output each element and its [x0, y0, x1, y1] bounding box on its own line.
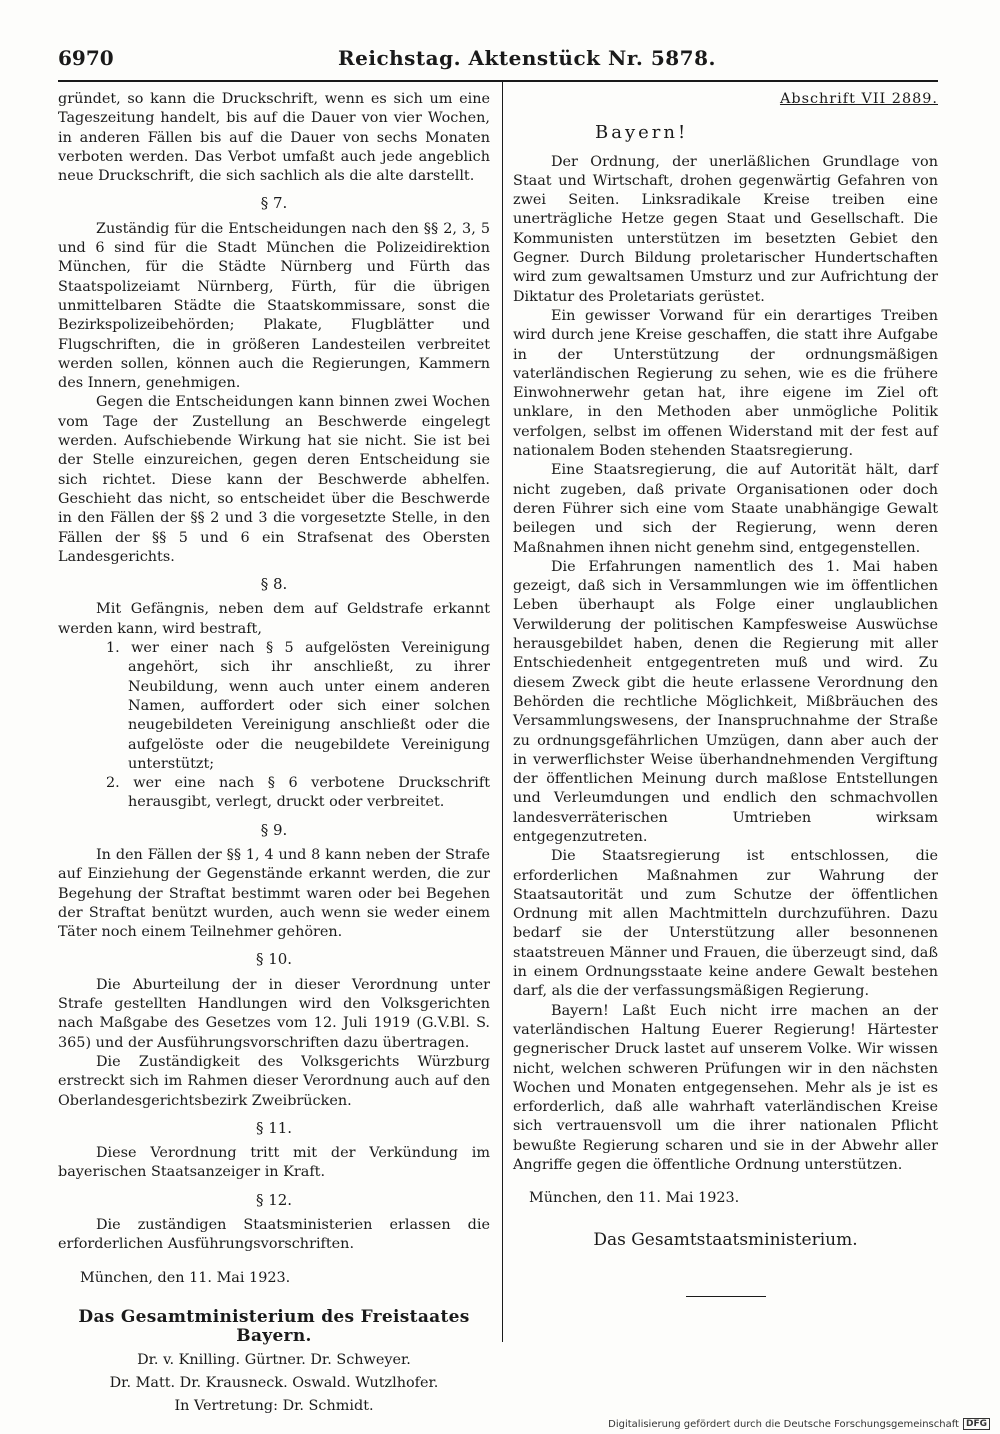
- section-heading-10: § 10.: [255, 950, 293, 969]
- right-column: [513, 90, 938, 1297]
- paragraph: Mit Gefängnis, neben dem auf Geldstrafe erkannt werden kann, wird bestraft,: [58, 601, 490, 637]
- page-header: [58, 46, 938, 76]
- page-number: 6970: [58, 46, 114, 70]
- paragraph: Gegen die Entscheidungen kann binnen zwei Wochen vom Tage der Zustellung an Beschwerde eingelegt werden. Aufschiebende Wirkung hat sie nicht. Sie ist bei der Stelle einzureichen, gegen deren Entscheidung sie sich richtet. Diese kann der Beschwerde abhelfen. Geschieht das nicht, so entscheidet über die Beschwerde in den Fällen der §§ 2 und 3 die vorgesetzte Stelle, in den Fällen der §§ 5 und 6 ein Strafsenat des Obersten Landesgerichts.: [58, 394, 490, 565]
- ministry-signature: Das Gesamtstaatsministerium.: [593, 1229, 858, 1250]
- section-heading-8: § 8.: [260, 575, 288, 594]
- digitization-footer: [608, 1418, 990, 1430]
- signing-date: München, den 11. Mai 1923.: [529, 1190, 740, 1207]
- list-item: 2. wer eine nach § 6 verbotene Druckschrift herausgibt, verlegt, druckt oder verbreitet.: [106, 775, 490, 811]
- section-heading-12: § 12.: [255, 1190, 293, 1209]
- proclamation-heading: Bayern!: [595, 122, 689, 144]
- signing-date: München, den 11. Mai 1923.: [80, 1269, 291, 1286]
- paragraph: In den Fällen der §§ 1, 4 und 8 kann neben der Strafe auf Einziehung der Gegenstände erkannt werden, die zur Begehung der Straftat bestimmt waren oder bei Begehen der Straftat benützt wurden, auch wenn sie weder einem Täter noch einem Teilnehmer gehören.: [58, 846, 490, 941]
- paragraph: Diese Verordnung tritt mit der Verkündung im bayerischen Staatsanzeiger in Kraft.: [58, 1145, 490, 1181]
- intro-paragraph: gründet, so kann die Druckschrift, wenn es sich um eine Tageszeitung handelt, bis auf die Dauer von vier Wochen, in anderen Fällen bis auf die Dauer von sechs Monaten verboten werden. Das Verbot umfaßt auch jede angeblich neue Druckschrift, die sich sachlich als die alte darstellt.: [58, 91, 490, 185]
- copy-reference: Abschrift VII 2889.: [779, 91, 938, 107]
- footer-text: Digitalisierung gefördert durch die Deutsche Forschungsgemeinschaft: [608, 1418, 959, 1430]
- signatories-line: Dr. v. Knilling. Gürtner. Dr. Schweyer.: [137, 1351, 411, 1368]
- paragraph: Die Staatsregierung ist entschlossen, die erforderlichen Maßnahmen zur Wahrung der Staatsautorität und zum Schutze der öffentlichen Ordnung mit allen Machtmitteln durchzuführen. Dazu bedarf sie der Unterstützung aller besonnenen staatstreuen Männer und Frauen, die überzeugt sind, daß in einem Ordnungsstaate keine andere Gewalt bestehen darf, als die der verfassungsmäßigen Regierung.: [513, 848, 938, 1000]
- closing-rule: [686, 1296, 766, 1297]
- paragraph: Ein gewisser Vorwand für ein derartiges Treiben wird durch jene Kreise geschaffen, die statt ihre Aufgabe in der Unterstützung der ordnungsmäßigen vaterländischen Regierung zu sehen, wie es die frühere Einwohnerwehr getan hat, ihre eigene im Ziel oft unklare, in den Methoden aber unmögliche Politik verfolgen, selbst im offenen Widerstand mit der fest auf nationalem Boden stehenden Staatsregierung.: [513, 307, 938, 460]
- section-heading-7: § 7.: [260, 194, 288, 213]
- paragraph: Die zuständigen Staatsministerien erlassen die erforderlichen Ausführungsvorschriften.: [58, 1217, 490, 1253]
- paragraph: Zuständig für die Entscheidungen nach den §§ 2, 3, 5 und 6 sind für die Stadt München die Polizeidirektion München, für die Städte Nürnberg und Fürth das Staatspolizeiamt Nürnberg, Fürth, für die übrigen unmittelbaren Städte die Staatskommissare, sonst die Bezirkspolizeibehörden; Plakate, Flugblätter und Flugschriften, die in größeren Landesteilen verbreitet werden sollen, können auch die Regierungen, Kammern des Innern, genehmigen.: [58, 220, 490, 392]
- signatories-line: In Vertretung: Dr. Schmidt.: [174, 1398, 374, 1415]
- paragraph: Die Zuständigkeit des Volksgerichts Würzburg erstreckt sich im Rahmen dieser Verordnung auch auf den Oberlandesgerichtsbezirk Zweibrücken.: [58, 1053, 490, 1109]
- column-divider: [502, 82, 503, 1342]
- paragraph: Eine Staatsregierung, die auf Autorität hält, darf nicht zugeben, daß private Organisationen oder doch deren Führer sich eine vom Staate unabhängige Gewalt beilegen und sich der Regierung, wenn deren Maßnahmen ihnen nicht genehm sind, entgegenstellen.: [513, 462, 938, 556]
- paragraph: Bayern! Laßt Euch nicht irre machen an der vaterländischen Haltung Euerer Regierung! Härtester gegnerischer Druck lastet auf unserem Volke. Wir wissen nicht, welchen schweren Prüfungen wir in den nächsten Wochen und Monaten entgegensehen. Mehr als je ist es erforderlich, daß alle wahrhaft vaterländischen Kreise sich vertrauensvoll um die ihrer nationalen Pflicht bewußte Regierung scharen und sie in der Abwehr aller Angriffe gegen die öffentliche Ordnung unterstützen.: [513, 1002, 938, 1174]
- dfg-logo: DFG: [963, 1418, 990, 1430]
- list-item: 1. wer einer nach § 5 aufgelösten Vereinigung angehört, sich ihr anschließt, zu ihrer Neubildung, wenn auch unter einem anderen Namen, auffordert oder sich einer solchen neugebildeten Vereinigung anschließt oder die aufgelöste oder die neugebildete Vereinigung unterstützt;: [106, 640, 490, 772]
- paragraph: Die Erfahrungen namentlich des 1. Mai haben gezeigt, daß sich in Versammlungen wie im öffentlichen Leben überhaupt als Folge einer unglaublichen Verwilderung der politischen Kampfesweise Auswüchse herausgebildet haben, denen die Regierung mit aller Entschiedenheit entgegentreten muß und wird. Zu diesem Zweck gibt die heute erlassene Verordnung den Behörden die rechtliche Möglichkeit, Mißbräuchen des Versammlungswesens, der Inanspruchnahme der Straße zu ordnungsgefährlichen Umzügen, dann aber auch der in verwerflichster Weise überhandnehmenden Vergiftung der öffentlichen Meinung durch maßlose Entstellungen und Verleumdungen und endlich den schmachvollen landesverräterischen Umtrieben wirksam entgegenzutreten.: [513, 558, 938, 845]
- paragraph: Der Ordnung, der unerläßlichen Grundlage von Staat und Wirtschaft, drohen gegenwärtig Gefahren von zwei Seiten. Linksradikale Kreise treiben eine unerträgliche Hetze gegen Staat und Gesellschaft. Die Kommunisten unterstützen im besetzten Gebiet den Gegner. Durch Bildung proletarischer Hundertschaften wird zum gewaltsamen Umsturz und zur Aufrichtung der Diktatur des Proletariats gerüstet.: [513, 153, 938, 305]
- paragraph: Die Aburteilung der in dieser Verordnung unter Strafe gestellten Handlungen wird den Volksgerichten nach Maßgabe des Gesetzes vom 12. Juli 1919 (G.V.Bl. S. 365) und der Ausführungsvorschriften dazu übertragen.: [58, 976, 490, 1051]
- section-heading-11: § 11.: [255, 1118, 293, 1137]
- government-title: Das Gesamtministerium des Freistaates Bayern.: [78, 1306, 470, 1347]
- header-rule: [58, 80, 938, 82]
- left-column: [58, 90, 490, 1416]
- signatories-line: Dr. Matt. Dr. Krausneck. Oswald. Wutzlhofer.: [109, 1374, 439, 1391]
- running-title: Reichstag. Aktenstück Nr. 5878.: [338, 46, 716, 70]
- section-heading-9: § 9.: [260, 820, 288, 839]
